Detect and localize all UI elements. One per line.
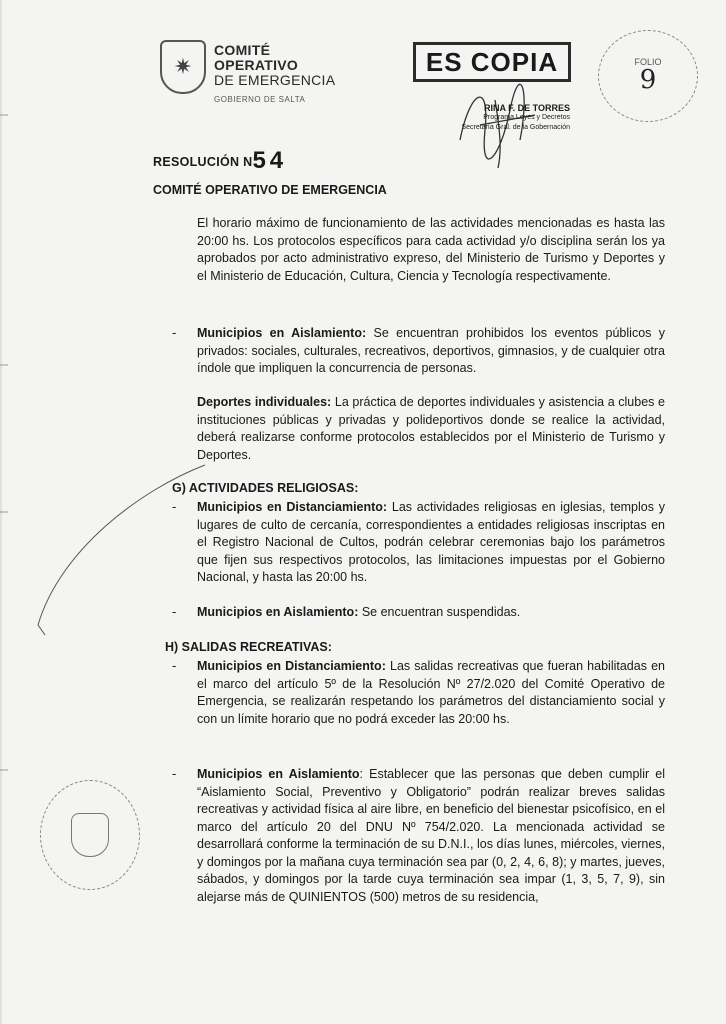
bullet-dash: - <box>172 604 177 619</box>
isolation-label: Municipios en Aislamiento <box>197 767 360 781</box>
signer-block <box>420 103 570 133</box>
sports-text: La práctica de deportes individuales y asistencia a clubes e instituciones públicas y privadas y polideportivos donde se realice la actividad, deberá realizarse conforme protocolos establecidos por el Ministerio de Turismo y Deportes. <box>197 395 665 462</box>
paragraph-recreational-distancing <box>197 658 665 728</box>
paragraph-religious-distancing <box>197 499 665 587</box>
signer-name: RINA F. DE TORRES <box>483 103 570 113</box>
side-seal-crest-icon <box>71 813 109 857</box>
bullet-dash: - <box>172 499 177 514</box>
paragraph-events-isolation <box>197 325 665 378</box>
section-g-heading: G) ACTIVIDADES RELIGIOSAS: <box>172 481 359 495</box>
signer-program: Programa Leyes y Decretos <box>483 114 570 121</box>
org-line-2: OPERATIVO <box>214 57 299 73</box>
resolution-number: 54 <box>252 147 288 174</box>
government-label: GOBIERNO DE SALTA <box>214 95 306 104</box>
signer-office: Secretaría Gral. de la Gobernación <box>461 124 570 131</box>
section-h-heading: H) SALIDAS RECREATIVAS: <box>165 640 332 654</box>
margin-pen-stroke <box>20 460 220 660</box>
distancing-label: Municipios en Distanciamiento: <box>197 500 388 514</box>
side-seal-stamp <box>40 780 140 890</box>
distancing-text: Las actividades religiosas en iglesias, templos y lugares de culto de cercanía, correspondientes a entidades religiosas inscriptas en el Registro Nacional de Cultos, podrán celebrar ceremonias bajo los parámetros que fijen sus respectivos protocolos, las limitaciones impuestas por el Gobierno Nacional, y hasta las 20:00 hs. <box>197 500 665 584</box>
paragraph-schedule: El horario máximo de funcionamiento de las actividades mencionadas es hasta las 20:00 hs. Los protocolos específicos para cada actividad y/o disciplina serán los ya aprobados por acto administrativo expreso, del Ministerio de Turismo y Deportes y el Ministerio de Educación, Cultura, Ciencia y Tecnología respectivamente. <box>197 216 665 283</box>
paragraph-sports <box>197 394 665 464</box>
distancing-text: Las salidas recreativas que fueran habilitadas en el marco del artículo 5º de la Resolución Nº 27/2.020 del Comité Operativo de Emergencia, se realizarán respetando los parámetros del distanciamiento social y con un límite horario que no podrá exceder las 20:00 hs. <box>197 659 665 726</box>
committee-heading: COMITÉ OPERATIVO DE EMERGENCIA <box>153 183 387 197</box>
folio-number: 9 <box>639 65 657 95</box>
copy-stamp: ES COPIA <box>413 42 571 82</box>
paragraph-recreational-isolation <box>197 766 665 906</box>
distancing-label: Municipios en Distanciamiento: <box>197 659 386 673</box>
resolution-label: RESOLUCIÓN N <box>153 155 253 169</box>
folio-seal <box>598 30 698 122</box>
bullet-dash: - <box>172 766 177 781</box>
isolation-label: Municipios en Aislamiento: <box>197 605 359 619</box>
isolation-label: Municipios en Aislamiento: <box>197 326 367 340</box>
org-line-1: COMITÉ <box>214 42 271 58</box>
binding-margin <box>0 0 10 1024</box>
organization-header <box>214 43 335 107</box>
paragraph-religious-isolation <box>197 604 665 622</box>
resolution-title <box>153 147 287 175</box>
folio-label: FOLIO <box>634 57 662 67</box>
isolation-text: Se encuentran prohibidos los eventos públicos y privados: sociales, culturales, recreativos, deportivos, gimnasios, y de cualquier otra índole que impliquen la concurrencia de personas. <box>197 326 665 375</box>
isolation-text: Se encuentran suspendidas. <box>358 605 521 619</box>
bullet-dash: - <box>172 658 177 673</box>
bullet-dash: - <box>172 325 177 340</box>
isolation-text: : Establecer que las personas que deben cumplir el “Aislamiento Social, Preventivo y Obligatorio” podrán realizar breves salidas recreativas y actividad física al aire libre, en beneficio del bienestar psicofísico, en el marco del artículo 20 del DNU Nº 754/2.020. La mencionada actividad se desarrollará conforme la terminación de su D.N.I., los días lunes, miércoles, viernes, y domingos por la mañana cuya terminación sea par (0, 2, 4, 6, 8); y martes, jueves, sábados, y domingos por la tarde cuya terminación sea impar (1, 3, 5, 7, 9), sin alejarse más de QUINIENTOS (500) metros de su residencia, <box>197 767 665 904</box>
org-line-3: DE EMERGENCIA <box>214 72 336 88</box>
sports-label: Deportes individuales: <box>197 395 332 409</box>
coat-of-arms-icon: ✷ <box>160 40 206 94</box>
